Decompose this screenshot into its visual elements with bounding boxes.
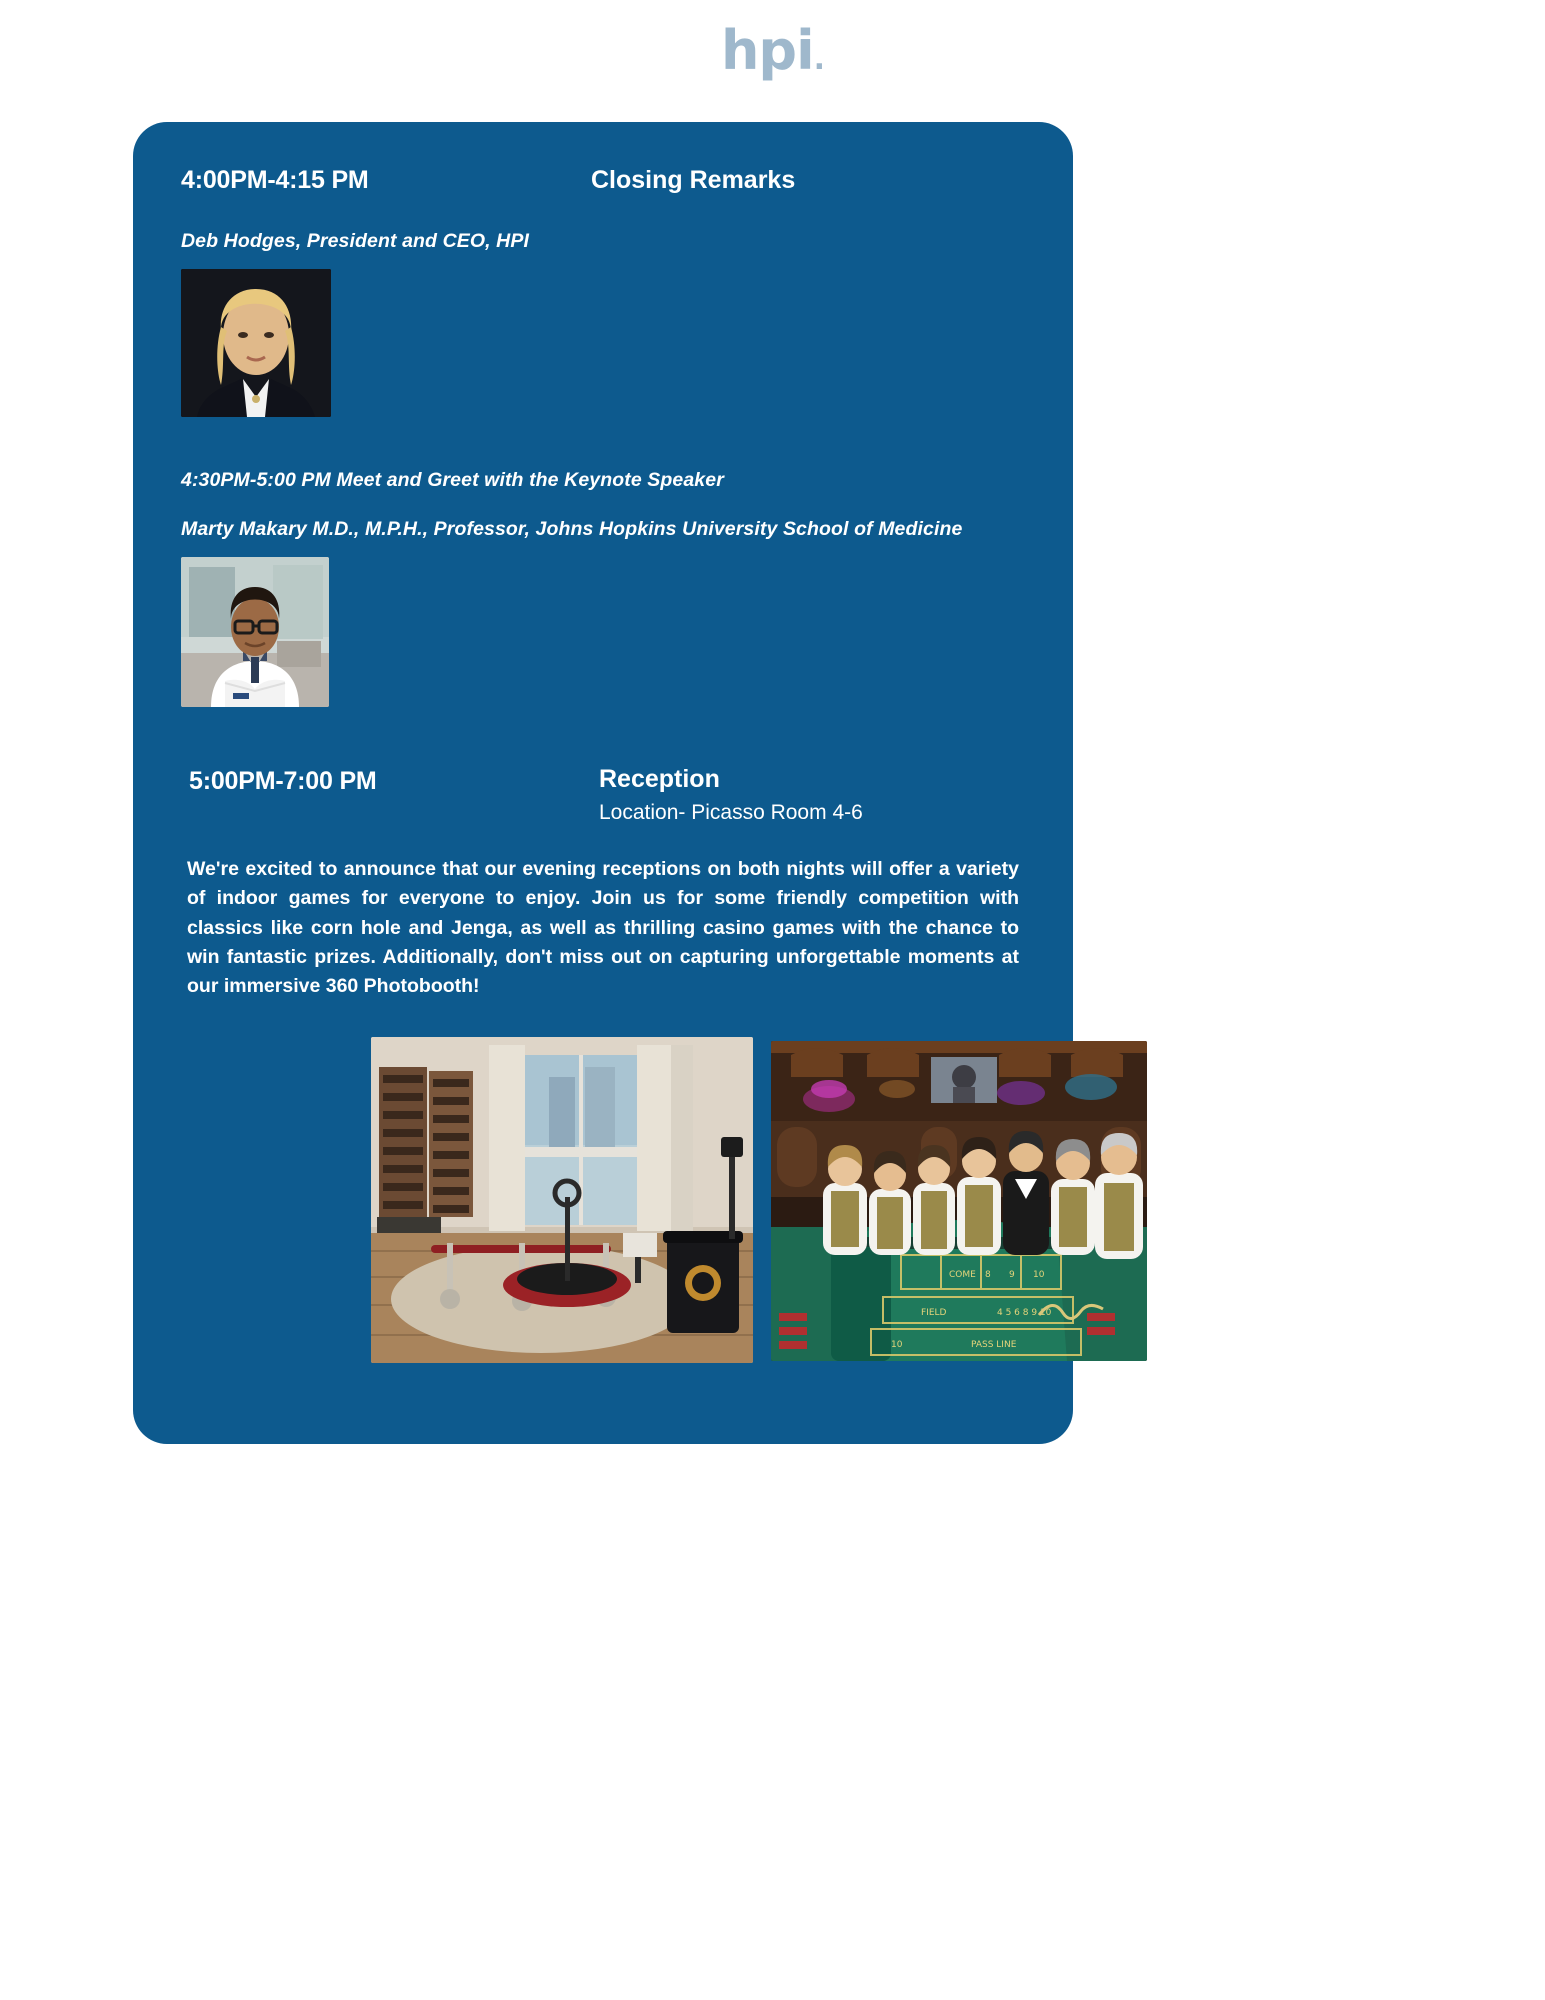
- speaker-name-marty-makary: Marty Makary M.D., M.P.H., Professor, Johns Hopkins University School of Medicine: [181, 518, 963, 540]
- svg-text:FIELD: FIELD: [921, 1308, 947, 1319]
- reception-block: [181, 767, 1025, 841]
- svg-text:10: 10: [891, 1340, 903, 1351]
- reception-description: We're excited to announce that our evening receptions on both nights will offer a variety of indoor games for everyone to enjoy. Join us for some friendly competition with classics like corn hole and Jenga, as well as thrilling casino games with the chance to win fantastic prizes. Additionally, don't miss out on capturing unforgettable moments at our immersive 360 Photobooth!: [187, 858, 1019, 997]
- logo-text: hpi: [720, 19, 814, 82]
- reception-location: Location- Picasso Room 4-6: [599, 801, 863, 824]
- session-title: Closing Remarks: [591, 166, 796, 194]
- svg-text:PASS LINE: PASS LINE: [971, 1340, 1017, 1351]
- agenda-item-closing-remarks: [181, 166, 1025, 200]
- casino-craps-table-staff-photo: [771, 1041, 1147, 1361]
- marty-makary-headshot: [181, 557, 329, 707]
- brand-logo: [0, 19, 1545, 82]
- session-time: 4:00PM-4:15 PM: [181, 166, 369, 194]
- reception-time: 5:00PM-7:00 PM: [189, 767, 377, 795]
- svg-text:8: 8: [985, 1270, 991, 1281]
- session-line: 4:30PM-5:00 PM Meet and Greet with the Keynote Speaker: [181, 469, 724, 491]
- logo-dot: .: [813, 42, 824, 77]
- svg-text:9: 9: [1009, 1270, 1015, 1281]
- reception-photos: [181, 1037, 1052, 1367]
- deb-hodges-headshot: [181, 269, 331, 417]
- speaker-name-deb-hodges: Deb Hodges, President and CEO, HPI: [181, 230, 529, 252]
- agenda-item-meet-and-greet: [181, 469, 1025, 541]
- svg-text:COME: COME: [949, 1270, 976, 1281]
- svg-text:4 5 6 8 9 10: 4 5 6 8 9 10: [997, 1308, 1052, 1319]
- svg-text:10: 10: [1033, 1270, 1045, 1281]
- agenda-card: [133, 122, 1073, 1444]
- reception-title: Reception: [599, 765, 720, 793]
- photobooth-room-photo: [371, 1037, 753, 1363]
